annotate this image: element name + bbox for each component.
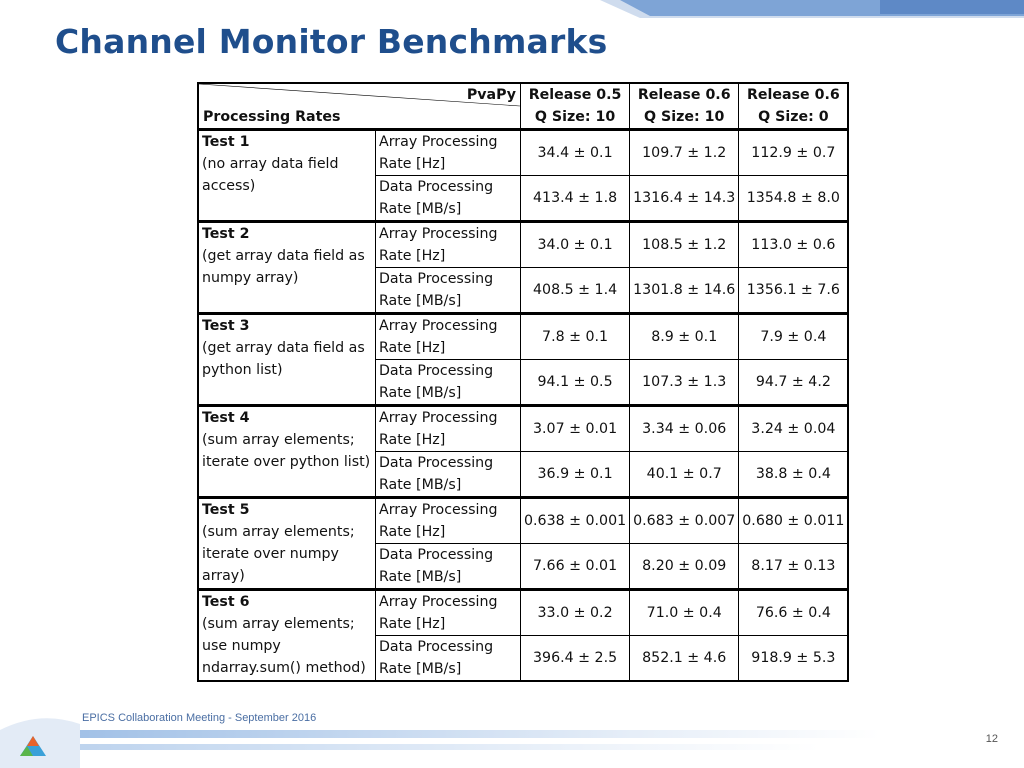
metric-unit: Rate [Hz] bbox=[379, 432, 446, 448]
test-label: Test 4 bbox=[202, 410, 250, 426]
metric-name: Data Processing bbox=[379, 639, 494, 655]
metric-cell bbox=[376, 268, 521, 314]
test-description-line: use numpy bbox=[202, 638, 281, 654]
test-label: Test 6 bbox=[202, 594, 250, 610]
metric-unit: Rate [Hz] bbox=[379, 156, 446, 172]
test-description-cell bbox=[198, 222, 376, 314]
value-cell: 34.0 ± 0.1 bbox=[521, 222, 630, 268]
metric-name: Array Processing bbox=[379, 594, 498, 610]
value-cell: 0.680 ± 0.011 bbox=[739, 498, 849, 544]
table-row bbox=[198, 130, 848, 176]
value-cell: 107.3 ± 1.3 bbox=[630, 360, 739, 406]
column-header-2 bbox=[630, 83, 739, 130]
value-cell: 8.20 ± 0.09 bbox=[630, 544, 739, 590]
metric-cell bbox=[376, 498, 521, 544]
column-header-2-line1: Release 0.6 bbox=[637, 87, 731, 103]
value-cell: 396.4 ± 2.5 bbox=[521, 636, 630, 682]
value-cell: 852.1 ± 4.6 bbox=[630, 636, 739, 682]
metric-name: Data Processing bbox=[379, 271, 494, 287]
test-label: Test 5 bbox=[202, 502, 250, 518]
column-header-3-line1: Release 0.6 bbox=[746, 87, 840, 103]
column-header-3 bbox=[739, 83, 849, 130]
value-cell: 7.8 ± 0.1 bbox=[521, 314, 630, 360]
value-cell: 109.7 ± 1.2 bbox=[630, 130, 739, 176]
value-cell: 113.0 ± 0.6 bbox=[739, 222, 849, 268]
test-description-line: (sum array elements; bbox=[202, 432, 355, 448]
table-row bbox=[198, 314, 848, 360]
value-cell: 94.1 ± 0.5 bbox=[521, 360, 630, 406]
test-description-line: ndarray.sum() method) bbox=[202, 660, 366, 676]
test-description-line: python list) bbox=[202, 362, 283, 378]
test-description-cell bbox=[198, 498, 376, 590]
metric-unit: Rate [Hz] bbox=[379, 248, 446, 264]
metric-cell bbox=[376, 314, 521, 360]
test-description-line: access) bbox=[202, 178, 256, 194]
value-cell: 3.07 ± 0.01 bbox=[521, 406, 630, 452]
metric-unit: Rate [MB/s] bbox=[379, 477, 462, 493]
metric-cell bbox=[376, 360, 521, 406]
table-row bbox=[198, 406, 848, 452]
value-cell: 7.9 ± 0.4 bbox=[739, 314, 849, 360]
test-description-cell bbox=[198, 590, 376, 682]
slide-title: Channel Monitor Benchmarks bbox=[55, 22, 608, 61]
value-cell: 76.6 ± 0.4 bbox=[739, 590, 849, 636]
table-row bbox=[198, 498, 848, 544]
value-cell: 1354.8 ± 8.0 bbox=[739, 176, 849, 222]
value-cell: 1301.8 ± 14.6 bbox=[630, 268, 739, 314]
metric-name: Array Processing bbox=[379, 502, 498, 518]
header-band bbox=[0, 0, 1024, 20]
value-cell: 34.4 ± 0.1 bbox=[521, 130, 630, 176]
metric-cell bbox=[376, 406, 521, 452]
metric-cell bbox=[376, 452, 521, 498]
metric-unit: Rate [Hz] bbox=[379, 616, 446, 632]
metric-cell bbox=[376, 590, 521, 636]
metric-cell bbox=[376, 130, 521, 176]
benchmark-table bbox=[197, 82, 849, 682]
value-cell: 40.1 ± 0.7 bbox=[630, 452, 739, 498]
value-cell: 3.34 ± 0.06 bbox=[630, 406, 739, 452]
value-cell: 0.683 ± 0.007 bbox=[630, 498, 739, 544]
test-label: Test 3 bbox=[202, 318, 250, 334]
metric-cell bbox=[376, 636, 521, 682]
metric-unit: Rate [MB/s] bbox=[379, 661, 462, 677]
test-description-cell bbox=[198, 406, 376, 498]
column-header-1-line2: Q Size: 10 bbox=[534, 109, 616, 125]
value-cell: 8.17 ± 0.13 bbox=[739, 544, 849, 590]
metric-unit: Rate [MB/s] bbox=[379, 569, 462, 585]
value-cell: 108.5 ± 1.2 bbox=[630, 222, 739, 268]
test-description-line: (sum array elements; bbox=[202, 524, 355, 540]
value-cell: 408.5 ± 1.4 bbox=[521, 268, 630, 314]
value-cell: 7.66 ± 0.01 bbox=[521, 544, 630, 590]
column-header-1 bbox=[521, 83, 630, 130]
table-header-row bbox=[198, 83, 848, 130]
test-description-line: iterate over numpy bbox=[202, 546, 339, 562]
test-description-line: array) bbox=[202, 568, 245, 584]
metric-unit: Rate [MB/s] bbox=[379, 293, 462, 309]
test-description-cell bbox=[198, 130, 376, 222]
test-description-line: (get array data field as bbox=[202, 248, 365, 264]
footer-decoration bbox=[0, 700, 1024, 768]
test-description-line: iterate over python list) bbox=[202, 454, 371, 470]
value-cell: 38.8 ± 0.4 bbox=[739, 452, 849, 498]
test-description-line: (sum array elements; bbox=[202, 616, 355, 632]
metric-name: Data Processing bbox=[379, 179, 494, 195]
test-label: Test 2 bbox=[202, 226, 250, 242]
table-row bbox=[198, 590, 848, 636]
test-label: Test 1 bbox=[202, 134, 250, 150]
metric-name: Data Processing bbox=[379, 547, 494, 563]
logo-icon bbox=[20, 736, 46, 756]
page-number: 12 bbox=[985, 733, 998, 745]
value-cell: 0.638 ± 0.001 bbox=[521, 498, 630, 544]
metric-cell bbox=[376, 176, 521, 222]
corner-bottom-label: Processing Rates bbox=[203, 109, 341, 125]
test-description-line: numpy array) bbox=[202, 270, 299, 286]
value-cell: 413.4 ± 1.8 bbox=[521, 176, 630, 222]
test-description-line: (get array data field as bbox=[202, 340, 365, 356]
value-cell: 1356.1 ± 7.6 bbox=[739, 268, 849, 314]
corner-header-cell bbox=[198, 83, 521, 130]
value-cell: 36.9 ± 0.1 bbox=[521, 452, 630, 498]
corner-top-label: PvaPy bbox=[466, 87, 516, 103]
value-cell: 918.9 ± 5.3 bbox=[739, 636, 849, 682]
metric-name: Array Processing bbox=[379, 226, 498, 242]
metric-name: Array Processing bbox=[379, 134, 498, 150]
metric-name: Array Processing bbox=[379, 410, 498, 426]
metric-name: Data Processing bbox=[379, 455, 494, 471]
metric-cell bbox=[376, 222, 521, 268]
value-cell: 8.9 ± 0.1 bbox=[630, 314, 739, 360]
table-row bbox=[198, 222, 848, 268]
metric-unit: Rate [Hz] bbox=[379, 340, 446, 356]
metric-unit: Rate [MB/s] bbox=[379, 385, 462, 401]
metric-cell bbox=[376, 544, 521, 590]
metric-name: Array Processing bbox=[379, 318, 498, 334]
column-header-2-line2: Q Size: 10 bbox=[644, 109, 725, 125]
footer-text: EPICS Collaboration Meeting - September 2016 bbox=[82, 712, 317, 724]
column-header-3-line2: Q Size: 0 bbox=[758, 109, 829, 125]
column-header-1-line1: Release 0.5 bbox=[528, 87, 622, 103]
metric-unit: Rate [MB/s] bbox=[379, 201, 462, 217]
metric-unit: Rate [Hz] bbox=[379, 524, 446, 540]
value-cell: 3.24 ± 0.04 bbox=[739, 406, 849, 452]
test-description-cell bbox=[198, 314, 376, 406]
value-cell: 94.7 ± 4.2 bbox=[739, 360, 849, 406]
value-cell: 112.9 ± 0.7 bbox=[739, 130, 849, 176]
test-description-line: (no array data field bbox=[202, 156, 339, 172]
metric-name: Data Processing bbox=[379, 363, 494, 379]
value-cell: 33.0 ± 0.2 bbox=[521, 590, 630, 636]
value-cell: 71.0 ± 0.4 bbox=[630, 590, 739, 636]
value-cell: 1316.4 ± 14.3 bbox=[630, 176, 739, 222]
